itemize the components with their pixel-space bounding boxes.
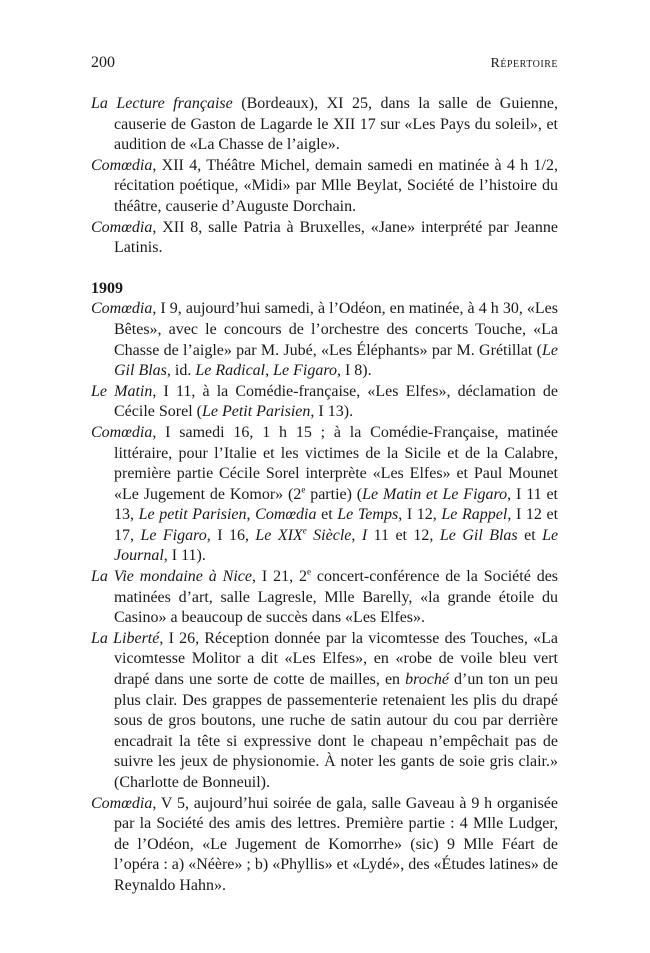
bibliography-entry [91, 156, 558, 218]
entry-text: , [351, 526, 362, 544]
entry-text: , I 26, Réception donnée par la vicomtesse des Touches, «La vicomtesse Molitor a dit «Les Elfes», en «robe de voile bleu vert drapé dans une sorte de cotte de mailles, en [114, 629, 558, 689]
entry-text: , I 11, à la Comédie-française, «Les Elfes», déclamation de Cécile Sorel ( [114, 382, 559, 421]
publication-title: Le Gil Blas [439, 526, 518, 544]
entry-text: , I samedi 16, 1 h 15 ; à la Comédie-Française, matinée littéraire, pour l’Italie et les victimes de la Sicile et de la Calabre, première partie Cécile Sorel interprète «Les Elfes» et Paul Mounet «Le Jugement de Komor» (2 [114, 423, 558, 503]
entry-text: , XII 4, Théâtre Michel, demain samedi en matinée à 4 h 1/2, récitation poétique, «Midi» par Mlle Beylat, Société de l’histoire du théâtre, causerie d’Auguste Dorchain. [114, 156, 558, 215]
publication-title: Comœdia [91, 218, 153, 236]
entry-text: 11 et 12, [367, 526, 440, 544]
publication-title: Comœdia [91, 423, 153, 441]
publication-title: Siècle [306, 526, 352, 544]
bibliography-entry [91, 382, 558, 423]
entry-text: , I 9, aujourd’hui samedi, à l’Odéon, en matinée, à 4 h 30, «Les Bêtes», avec le concours de l’orchestre des concerts Touche, «La Chasse de l’aigle» par M. Jubé, «Les Éléphants» par M. Grétillat ( [114, 300, 558, 359]
publication-title: La Lecture française [91, 95, 233, 112]
running-head: Répertoire [490, 56, 558, 71]
entry-text: , I 12 et 17, [114, 506, 559, 544]
entry-text: , I 11 et 13, [114, 485, 559, 524]
year-heading: 1909 [91, 279, 123, 297]
publication-title: Le petit Parisien [138, 506, 247, 524]
entry-text: , XII 8, salle Patria à Bruxelles, «Jane» interprété par Jeanne Latinis. [114, 218, 558, 257]
bibliography-entry [91, 423, 558, 567]
entry-text: , I 13). [310, 403, 354, 421]
entry-text: , I 8). [336, 362, 372, 380]
bibliography-entry [91, 94, 558, 156]
publication-title: Le Journal [114, 526, 559, 565]
entry-text: (Bordeaux), XI 25, dans la salle de Guienne, causerie de Gaston de Lagarde le XII 17 sur «Les Pays du soleil», et audition de «La Chasse de l’aigle». [114, 95, 558, 154]
bibliography-entry [91, 794, 558, 897]
publication-title: Le Matin [91, 382, 153, 400]
publication-title: broché [405, 671, 449, 689]
publication-title: Le Radical [195, 362, 266, 380]
publication-title: Le Petit Parisien [201, 403, 311, 421]
entry-text: , I 16, [206, 526, 256, 544]
entry-text: , [265, 362, 274, 380]
superscript: e [302, 525, 307, 536]
publication-title: Le Matin et Le Figaro [362, 485, 508, 503]
publication-title: Comœdia [91, 794, 153, 812]
publication-title: Le XIX [255, 526, 303, 544]
page-body [91, 94, 558, 897]
publication-title: La Liberté [91, 629, 160, 647]
page-number: 200 [91, 54, 115, 71]
publication-title: Comœdia [91, 156, 153, 174]
publication-title: Le Temps [337, 506, 399, 524]
entry-text: partie) ( [305, 485, 363, 503]
entry-text: et [517, 526, 543, 544]
bibliography-entry [91, 567, 558, 629]
entries-1909 [91, 299, 558, 896]
entry-text: , [246, 506, 256, 524]
entry-text: , V 5, aujourd’hui soirée de gala, salle Gaveau à 9 h organisée par la Société des amis des lettres. Première partie : 4 Mlle Ludger, de l’Odéon, «Le Jugement de Komorrhe» (sic) 9 Mlle Féart de l’opéra : a) «Néère» ; b) «Phyllis» et «Lydé», des «Études latines» de Reynaldo Hahn». [114, 794, 558, 894]
entries-1908 [91, 94, 558, 259]
entry-text: , id. [166, 362, 196, 380]
entry-text: , I 11). [163, 547, 206, 565]
page-header [91, 54, 558, 72]
publication-title: Comœdia [91, 300, 153, 318]
entry-text: d’un ton un peu plus clair. Des grappes de passementerie retenaient les plis du drapé sous de gros boutons, une ruche de satin autour du cou par derrière encadrait la tête si expressive dont le chapeau n’empêchait pas de suivre les jeux de physionomie. À noter les gants de soie gris clair.» (Charlotte de Bonneuil). [114, 671, 558, 791]
entry-text: concert-conférence de la Société des matinées d’art, salle Lagresle, Mlle Barelly, «la grande étoile du Casino» a beaucoup de succès dans «Les Elfes». [114, 568, 559, 627]
publication-title: Le Rappel [441, 506, 508, 524]
publication-title: Le Gil Blas [114, 341, 558, 380]
bibliography-entry [91, 218, 558, 259]
publication-title: I [361, 526, 368, 544]
publication-title: Le Figaro [273, 362, 337, 380]
entry-text: et [316, 506, 338, 524]
entry-text: , I 21, 2 [251, 568, 307, 586]
superscript: e [306, 566, 311, 577]
superscript: e [301, 484, 306, 495]
bibliography-entry [91, 629, 558, 794]
publication-title: Le Figaro [140, 526, 207, 544]
bibliography-entry [91, 299, 558, 381]
entry-text: , I 12, [398, 506, 442, 524]
publication-title: Comœdia [255, 506, 317, 524]
publication-title: La Vie mondaine à Nice [91, 568, 252, 586]
